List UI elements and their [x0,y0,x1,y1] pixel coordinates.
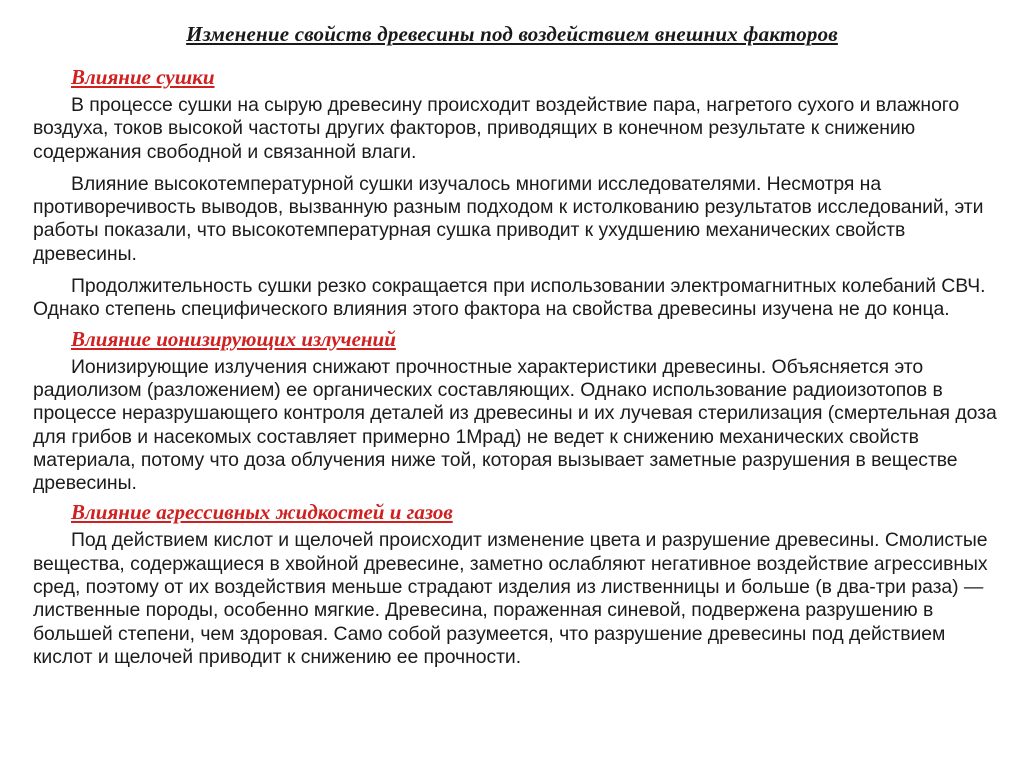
page-title: Изменение свойств древесины под воздействием внешних факторов [186,22,838,46]
slide-content [33,64,998,678]
section-drying [33,64,998,322]
paragraph: Влияние высокотемпературной сушки изучалось многими исследователями. Несмотря на противоречивость выводов, вызванную разным подходом к истолкованию результатов исследований, эти работы показали, что высокотемпературная сушка приводит к ухудшению механических свойств древесины. [33,172,984,265]
section-heading-ionizing-radiation: Влияние ионизирующих излучений [71,326,396,351]
section-ionizing-radiation [33,326,998,496]
paragraph: В процессе сушки на сырую древесину происходит воздействие пара, нагретого сухого и влажного воздуха, токов высокой частоты других факторов, приводящих в конечном результате к снижению содержания свободной и связанной влаги. [33,94,960,163]
section-aggressive-media [33,499,998,669]
paragraph: Ионизирующие излучения снижают прочностные характеристики древесины. Объясняется это радиолизом (разложением) ее органических составляющих. Однако использование радиоизотопов в процессе неразрушающего контроля деталей из древесины и их лучевая стерилизация (смертельная доза для грибов и насекомых составляет примерно 1Мрад) не ведет к снижению механических свойств материала, потому что доза облучения ниже той, которая вызывает заметные разрушения в веществе древесины. [33,355,997,495]
section-heading-aggressive-media: Влияние агрессивных жидкостей и газов [71,500,453,525]
paragraph: Под действием кислот и щелочей происходит изменение цвета и разрушение древесины. Смолистые вещества, содержащиеся в хвойной древесине, заметно ослабляют негативное воздействие агрессивных сред, поэтому от их воздействия меньше страдают изделия из лиственницы и больше (в два-три раза) — лиственные породы, особенно мягкие. Древесина, пораженная синевой, подвержена разрушению в большей степени, чем здоровая. Само собой разумеется, что разрушение древесины под действием кислот и щелочей приводит к снижению ее прочности. [33,529,988,668]
paragraph: Продолжительность сушки резко сокращается при использовании электромагнитных колебаний СВЧ. Однако степень специфического влияния этого фактора на свойства древесины изучена не до конца. [33,275,986,321]
section-heading-drying: Влияние сушки [71,65,215,89]
